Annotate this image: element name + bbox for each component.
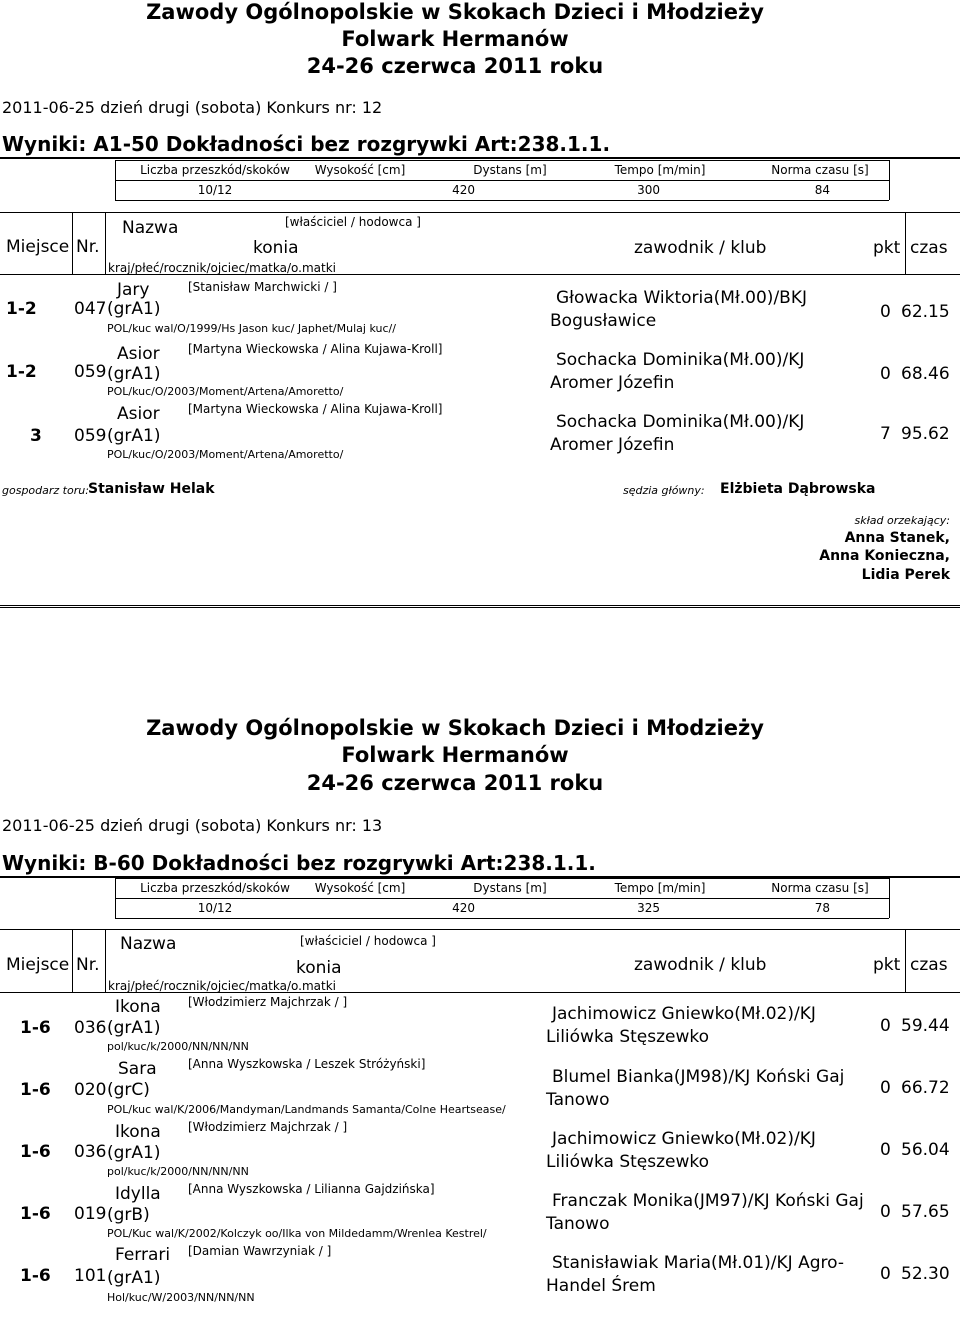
header-rule-bottom <box>0 274 960 275</box>
row-club: Tanowo <box>546 1214 610 1234</box>
row-rider: Jachimowicz Gniewko(Mł.02)/KJ <box>552 1129 816 1149</box>
row-points: 0 <box>880 1264 891 1284</box>
header-owner: [właściciel / hodowca ] <box>285 215 421 229</box>
row-points: 0 <box>880 1140 891 1160</box>
chief-judge-label: sędzia główny: <box>623 484 705 497</box>
row-points: 0 <box>880 1202 891 1222</box>
param-value-time-norm: 84 <box>814 183 830 197</box>
row-place: 3 <box>30 426 42 446</box>
row-time: 59.44 <box>901 1016 950 1036</box>
event-venue: Folwark Hermanów <box>341 27 569 51</box>
row-club: Tanowo <box>546 1090 610 1110</box>
row-owner: [Anna Wyszkowska / Leszek Stróżyński] <box>188 1057 426 1071</box>
header-divider-2 <box>105 212 106 274</box>
row-pedigree: POL/kuc wal/K/2006/Mandyman/Landmands Samanta/Colne Heartsease/ <box>107 1103 506 1116</box>
param-value-tempo: 325 <box>637 901 660 915</box>
row-owner: [Włodzimierz Majchrzak / ] <box>188 1120 348 1134</box>
row-number: 019 <box>74 1204 107 1224</box>
event-dates: 24-26 czerwca 2011 roku <box>306 771 604 795</box>
row-rider: Franczak Monika(JM97)/KJ Koński Gaj <box>552 1191 864 1211</box>
row-place: 1-6 <box>20 1142 51 1162</box>
param-value-time-norm: 78 <box>814 901 830 915</box>
row-club: Liliówka Stęszewko <box>546 1027 710 1047</box>
row-owner: [Włodzimierz Majchrzak / ] <box>188 995 348 1009</box>
jury-member: Lidia Perek <box>861 567 950 583</box>
competition-dateline: 2011-06-25 dzień drugi (sobota) Konkurs nr: 12 <box>2 98 383 117</box>
param-label-height: Wysokość [cm] <box>314 881 406 895</box>
row-place: 1-6 <box>20 1204 51 1224</box>
row-number: 020 <box>74 1080 107 1100</box>
param-border-right <box>889 160 890 200</box>
row-owner: [Anna Wyszkowska / Lilianna Gajdzińska] <box>188 1182 435 1196</box>
param-rule-bottom <box>115 918 889 919</box>
row-rider: Sochacka Dominika(Mł.00)/KJ <box>556 350 805 370</box>
header-place: Miejsce <box>6 955 70 975</box>
header-divider-3 <box>905 929 906 992</box>
competition-dateline: 2011-06-25 dzień drugi (sobota) Konkurs nr: 13 <box>2 816 383 835</box>
header-time: czas <box>910 238 948 258</box>
row-rider: Stanisławiak Maria(Mł.01)/KJ Agro- <box>552 1253 844 1273</box>
param-value-tempo: 300 <box>637 183 660 197</box>
param-value-distance: 420 <box>452 901 475 915</box>
row-owner: [Martyna Wieckowska / Alina Kujawa-Kroll] <box>188 342 443 356</box>
header-rule-top <box>0 929 960 930</box>
row-pedigree: Hol/kuc/W/2003/NN/NN/NN <box>107 1291 255 1304</box>
param-label-tempo: Tempo [m/min] <box>614 163 706 177</box>
row-grade: (grA1) <box>107 1268 161 1288</box>
header-divider-2 <box>105 929 106 992</box>
row-rider: Blumel Bianka(JM98)/KJ Koński Gaj <box>552 1067 845 1087</box>
row-club: Aromer Józefin <box>550 373 675 393</box>
event-venue: Folwark Hermanów <box>341 743 569 767</box>
param-label-distance: Dystans [m] <box>473 163 547 177</box>
row-grade: (grA1) <box>107 1143 161 1163</box>
param-rule-bottom <box>115 200 889 201</box>
row-grade: (grA1) <box>107 1018 161 1038</box>
row-owner: [Stanisław Marchwicki / ] <box>188 280 337 294</box>
header-rule-top <box>0 212 960 213</box>
row-time: 57.65 <box>901 1202 950 1222</box>
event-title: Zawody Ogólnopolskie w Skokach Dzieci i Młodzieży <box>146 0 764 24</box>
header-divider-1 <box>72 929 73 992</box>
header-rule-bottom <box>0 992 960 993</box>
header-horse: konia <box>253 238 299 258</box>
row-points: 0 <box>880 1016 891 1036</box>
param-label-obstacles: Liczba przeszkód/skoków <box>140 881 290 895</box>
header-points: pkt <box>873 238 901 258</box>
row-club: Aromer Józefin <box>550 435 675 455</box>
row-points: 7 <box>880 424 891 444</box>
header-owner: [właściciel / hodowca ] <box>300 934 436 948</box>
row-number: 059 <box>74 426 107 446</box>
header-divider-1 <box>72 212 73 274</box>
header-rider-club: zawodnik / klub <box>634 238 767 258</box>
row-pedigree: POL/kuc/O/2003/Moment/Artena/Amoretto/ <box>107 385 344 398</box>
header-horse: konia <box>296 958 342 978</box>
param-label-height: Wysokość [cm] <box>314 163 406 177</box>
header-number: Nr. <box>76 955 100 975</box>
course-builder-name: Stanisław Helak <box>88 481 215 497</box>
header-time: czas <box>910 955 948 975</box>
param-rule-top <box>115 878 889 879</box>
row-owner: [Damian Wawrzyniak / ] <box>188 1244 332 1258</box>
row-grade: (grA1) <box>107 364 161 384</box>
chief-judge-name: Elżbieta Dąbrowska <box>720 481 876 497</box>
row-points: 0 <box>880 364 891 384</box>
row-points: 0 <box>880 1078 891 1098</box>
header-number: Nr. <box>76 237 100 257</box>
header-divider-3 <box>905 212 906 274</box>
param-rule-mid <box>115 898 889 899</box>
row-time: 95.62 <box>901 424 950 444</box>
row-owner: [Martyna Wieckowska / Alina Kujawa-Kroll] <box>188 402 443 416</box>
row-place: 1-2 <box>6 362 37 382</box>
row-horse: Asior <box>117 404 160 424</box>
jury-label: skład orzekający: <box>854 514 950 527</box>
param-label-obstacles: Liczba przeszkód/skoków <box>140 163 290 177</box>
row-pedigree: POL/kuc/O/2003/Moment/Artena/Amoretto/ <box>107 448 344 461</box>
param-value-obstacles: 10/12 <box>197 183 233 197</box>
param-value-distance: 420 <box>452 183 475 197</box>
row-number: 036 <box>74 1142 107 1162</box>
row-club: Bogusławice <box>550 311 657 331</box>
row-pedigree: POL/Kuc wal/K/2002/Kolczyk oo/Ilka von Mildedamm/Wrenlea Kestrel/ <box>107 1227 487 1240</box>
param-border-left <box>115 878 116 918</box>
param-rule-top <box>115 160 889 161</box>
row-horse: Ikona <box>115 997 161 1017</box>
competition-title: Wyniki: A1-50 Dokładności bez rozgrywki Art:238.1.1. <box>2 132 611 156</box>
row-horse: Sara <box>118 1059 157 1079</box>
row-horse: Ferrari <box>115 1245 171 1265</box>
row-rider: Jachimowicz Gniewko(Mł.02)/KJ <box>552 1004 816 1024</box>
row-number: 059 <box>74 362 107 382</box>
row-time: 66.72 <box>901 1078 950 1098</box>
row-number: 047 <box>74 299 107 319</box>
row-time: 52.30 <box>901 1264 950 1284</box>
row-place: 1-2 <box>6 299 37 319</box>
row-grade: (grC) <box>107 1080 150 1100</box>
row-time: 62.15 <box>901 302 950 322</box>
param-label-tempo: Tempo [m/min] <box>614 881 706 895</box>
param-label-time-norm: Norma czasu [s] <box>771 163 869 177</box>
row-pedigree: POL/kuc wal/O/1999/Hs Jason kuc/ Japhet/Mulaj kuc// <box>107 322 396 335</box>
row-rider: Sochacka Dominika(Mł.00)/KJ <box>556 412 805 432</box>
header-pedigree: kraj/płeć/rocznik/ojciec/matka/o.matki <box>108 261 336 275</box>
header-points: pkt <box>873 955 901 975</box>
header-pedigree: kraj/płeć/rocznik/ojciec/matka/o.matki <box>108 979 336 993</box>
header-name: Nazwa <box>120 934 177 954</box>
param-label-time-norm: Norma czasu [s] <box>771 881 869 895</box>
header-name: Nazwa <box>122 218 179 238</box>
header-place: Miejsce <box>6 237 70 257</box>
row-club: Handel Śrem <box>546 1276 656 1296</box>
param-rule-mid <box>115 180 889 181</box>
row-place: 1-6 <box>20 1266 51 1286</box>
section-separator <box>0 605 960 608</box>
row-pedigree: pol/kuc/k/2000/NN/NN/NN <box>107 1165 249 1178</box>
row-number: 101 <box>74 1266 107 1286</box>
row-time: 56.04 <box>901 1140 950 1160</box>
event-dates: 24-26 czerwca 2011 roku <box>306 54 604 78</box>
row-time: 68.46 <box>901 364 950 384</box>
course-builder-label: gospodarz toru: <box>2 484 89 497</box>
row-grade: (grA1) <box>107 426 161 446</box>
competition-title: Wyniki: B-60 Dokładności bez rozgrywki Art:238.1.1. <box>2 851 596 875</box>
row-grade: (grB) <box>107 1205 150 1225</box>
param-border-right <box>889 878 890 918</box>
row-rider: Głowacka Wiktoria(Mł.00)/BKJ <box>556 288 807 308</box>
row-horse: Idylla <box>115 1184 161 1204</box>
row-number: 036 <box>74 1018 107 1038</box>
header-rider-club: zawodnik / klub <box>634 955 767 975</box>
row-place: 1-6 <box>20 1018 51 1038</box>
row-horse: Asior <box>117 344 160 364</box>
title-underline <box>0 157 960 159</box>
row-horse: Ikona <box>115 1122 161 1142</box>
row-place: 1-6 <box>20 1080 51 1100</box>
param-value-obstacles: 10/12 <box>197 901 233 915</box>
row-club: Liliówka Stęszewko <box>546 1152 710 1172</box>
row-points: 0 <box>880 302 891 322</box>
event-title: Zawody Ogólnopolskie w Skokach Dzieci i Młodzieży <box>146 716 764 740</box>
jury-member: Anna Konieczna, <box>819 548 950 564</box>
param-border-left <box>115 160 116 200</box>
row-grade: (grA1) <box>107 299 161 319</box>
jury-member: Anna Stanek, <box>844 530 950 546</box>
param-label-distance: Dystans [m] <box>473 881 547 895</box>
row-pedigree: pol/kuc/k/2000/NN/NN/NN <box>107 1040 249 1053</box>
row-horse: Jary <box>117 280 150 300</box>
